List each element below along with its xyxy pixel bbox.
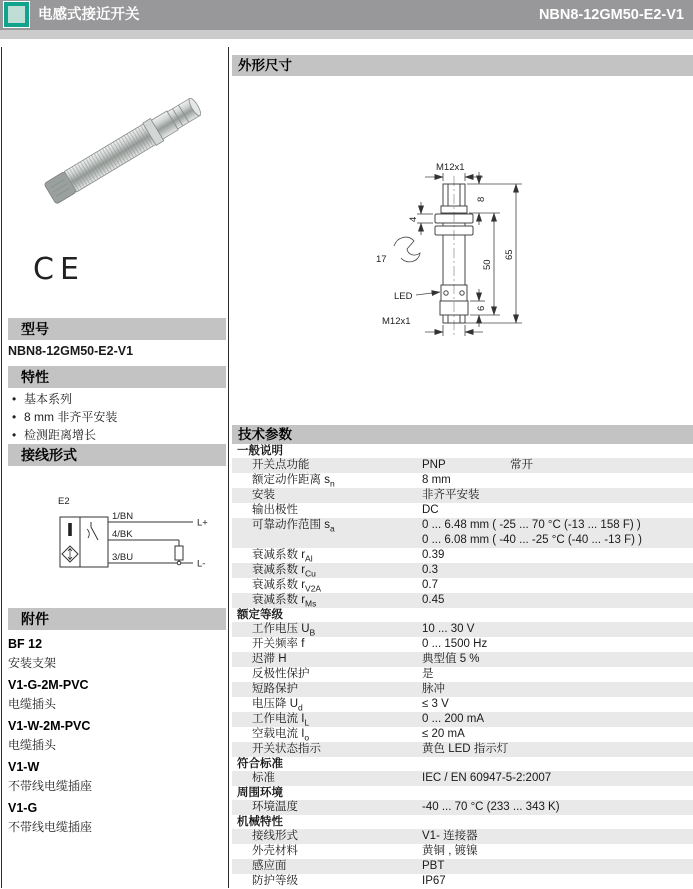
terminal-l-plus: L+ <box>197 517 208 529</box>
spec-label: 反极性保护 <box>252 668 310 680</box>
spec-row <box>232 548 693 563</box>
spec-label: 可靠动作范围 $s_a$ <box>252 519 335 534</box>
spec-label: 开关频率 f <box>252 638 305 650</box>
spec-row <box>232 800 693 815</box>
spec-label: 感应面 <box>252 860 287 872</box>
spec-row <box>232 697 693 712</box>
wire-pin-3: 3/BU <box>112 552 134 563</box>
spec-value: 典型值 5 % <box>422 653 480 665</box>
spec-row <box>232 667 693 682</box>
spec-row <box>232 593 693 608</box>
features-list <box>10 390 117 444</box>
wire-pin-4: 4/BK <box>112 529 133 540</box>
spec-value: 黄铜 , 镀镍 <box>422 845 478 857</box>
wrench-icon <box>394 237 420 262</box>
accessory-name: V1-G-2M-PVC <box>8 678 89 692</box>
spec-row <box>232 859 693 874</box>
spec-value-secondary: 常开 <box>510 459 533 471</box>
dimension-drawing <box>232 78 693 424</box>
model-number: NBN8-12GM50-E2-V1 <box>8 344 134 358</box>
spec-label: 安装 <box>252 489 275 501</box>
spec-label: 开关点功能 <box>252 459 310 471</box>
product-photo <box>20 72 220 237</box>
spec-value: IP67 <box>422 875 446 887</box>
spec-value: 黄色 LED 指示灯 <box>422 743 509 755</box>
spec-value: 0 ... 200 mA <box>422 713 485 725</box>
spec-label: 额定动作距离 $s_n$ <box>252 474 335 489</box>
spec-label: 工作电流 $I_L$ <box>252 713 310 728</box>
spec-value: ≤ 3 V <box>422 698 449 710</box>
accessory-description: 不带线电缆插座 <box>8 820 93 834</box>
dim-label-65: 65 <box>504 249 515 260</box>
dim-label-thread-bottom: M12x1 <box>382 316 411 327</box>
product-code-header: NBN8-12GM50-E2-V1 <box>538 7 684 23</box>
spec-value: -40 ... 70 °C (233 ... 343 K) <box>422 801 560 813</box>
spec-value: 0 ... 6.48 mm ( -25 ... 70 °C (-13 ... 158 F) ) 0 ... 6.08 mm ( -40 ... -25 °C (-40 ... -13 F) ) <box>422 519 642 546</box>
spec-value: 0.45 <box>422 594 445 606</box>
spec-label: 输出极性 <box>252 504 298 516</box>
spec-label: 衰减系数 $r_{Ms}$ <box>252 594 317 609</box>
spec-row <box>232 488 693 503</box>
spec-value: PBT <box>422 860 445 872</box>
spec-value: 脉冲 <box>422 683 445 695</box>
spec-label: 标准 <box>252 772 275 784</box>
dim-label-led: LED <box>394 291 413 302</box>
spec-row <box>232 682 693 697</box>
accessory-description: 电缆插头 <box>8 697 57 711</box>
spec-section-header: 机械特性 <box>232 815 693 829</box>
spec-row <box>232 727 693 742</box>
spec-label: 环境温度 <box>252 801 298 813</box>
accessory-description: 安装支架 <box>8 656 57 670</box>
spec-row <box>232 518 693 548</box>
spec-row <box>232 829 693 844</box>
wiring-diagram <box>25 490 215 585</box>
spec-row <box>232 712 693 727</box>
specs-table <box>232 444 693 889</box>
feature-item: • 8 mm 非齐平安装 <box>10 408 117 426</box>
spec-value: 非齐平安装 <box>422 489 480 501</box>
spec-label: 开关状态指示 <box>252 743 321 755</box>
spec-label: 电压降 $U_d$ <box>252 698 303 713</box>
dimension-lines <box>394 172 522 336</box>
spec-section-header: 周围环境 <box>232 786 693 800</box>
page-title: 电感式接近开关 <box>38 7 140 23</box>
spec-row <box>232 578 693 593</box>
dim-label-8: 8 <box>476 196 487 202</box>
spec-label: 迟滞 H <box>252 653 287 665</box>
spec-label: 衰减系数 $r_{Al}$ <box>252 549 313 564</box>
spec-row <box>232 771 693 786</box>
spec-row <box>232 622 693 637</box>
accessory-name: V1-W <box>8 760 40 774</box>
feature-item: • 基本系列 <box>10 390 117 408</box>
spec-value: 0 ... 1500 Hz <box>422 638 488 650</box>
header-substrip <box>0 30 693 39</box>
spec-row <box>232 742 693 757</box>
accessory-name: BF 12 <box>8 637 43 651</box>
feature-item: • 检测距离增长 <box>10 426 117 444</box>
spec-section-header: 符合标准 <box>232 757 693 771</box>
section-header-dimensions: 外形尺寸 <box>232 55 693 76</box>
spec-section-header: 额定等级 <box>232 608 693 622</box>
spec-value: PNP 常开 <box>422 459 533 471</box>
load-symbol <box>175 546 183 560</box>
spec-row <box>232 473 693 488</box>
accessories-list <box>8 632 226 839</box>
section-header-model: 型号 <box>8 318 226 340</box>
spec-value: ≤ 20 mA <box>422 728 465 740</box>
wiring-variant-label: E2 <box>58 496 70 507</box>
accessory-name: V1-W-2M-PVC <box>8 719 91 733</box>
ce-mark: CE <box>33 252 85 287</box>
dim-label-17: 17 <box>376 254 387 265</box>
spec-section-header: 一般说明 <box>232 444 693 458</box>
spec-value: 8 mm <box>422 474 451 486</box>
spec-row <box>232 563 693 578</box>
spec-label: 衰减系数 $r_{Cu}$ <box>252 564 316 579</box>
dim-label-6: 6 <box>476 305 487 311</box>
spec-label: 衰减系数 $r_{V2A}$ <box>252 579 322 594</box>
section-header-accessories: 附件 <box>8 608 226 630</box>
section-header-connection: 接线形式 <box>8 444 226 466</box>
column-divider <box>228 47 229 888</box>
spec-value: 是 <box>422 668 434 680</box>
spec-label: 短路保护 <box>252 683 298 695</box>
spec-label: 接线形式 <box>252 830 298 842</box>
spec-value: 0.39 <box>422 549 445 561</box>
accessory-description: 不带线电缆插座 <box>8 779 93 793</box>
section-header-features: 特性 <box>8 366 226 388</box>
spec-row <box>232 652 693 667</box>
spec-row <box>232 503 693 518</box>
wire-pin-1: 1/BN <box>112 511 134 522</box>
brand-square-icon <box>4 2 29 27</box>
spec-label: 工作电压 $U_B$ <box>252 623 316 638</box>
spec-label: 外壳材料 <box>252 845 298 857</box>
spec-value: 0.7 <box>422 579 438 591</box>
terminal-l-minus: L- <box>197 558 206 570</box>
spec-row <box>232 637 693 652</box>
left-page-border <box>1 47 2 888</box>
dim-label-50: 50 <box>482 259 493 270</box>
spec-row <box>232 844 693 859</box>
page-header <box>0 0 693 30</box>
spec-label: 空载电流 $I_o$ <box>252 728 310 743</box>
spec-row <box>232 874 693 889</box>
accessory-description: 电缆插头 <box>8 738 57 752</box>
dim-label-4: 4 <box>408 216 419 222</box>
spec-value: 0.3 <box>422 564 438 576</box>
dim-label-thread-top: M12x1 <box>436 162 465 173</box>
spec-row <box>232 458 693 473</box>
spec-value: IEC / EN 60947-5-2:2007 <box>422 772 552 784</box>
led-indicator <box>444 291 448 295</box>
section-header-specs: 技术参数 <box>232 425 693 444</box>
spec-value: 10 ... 30 V <box>422 623 475 635</box>
accessory-name: V1-G <box>8 801 38 815</box>
spec-value: V1- 连接器 <box>422 830 478 842</box>
spec-label: 防护等级 <box>252 875 298 887</box>
spec-value: DC <box>422 504 439 516</box>
